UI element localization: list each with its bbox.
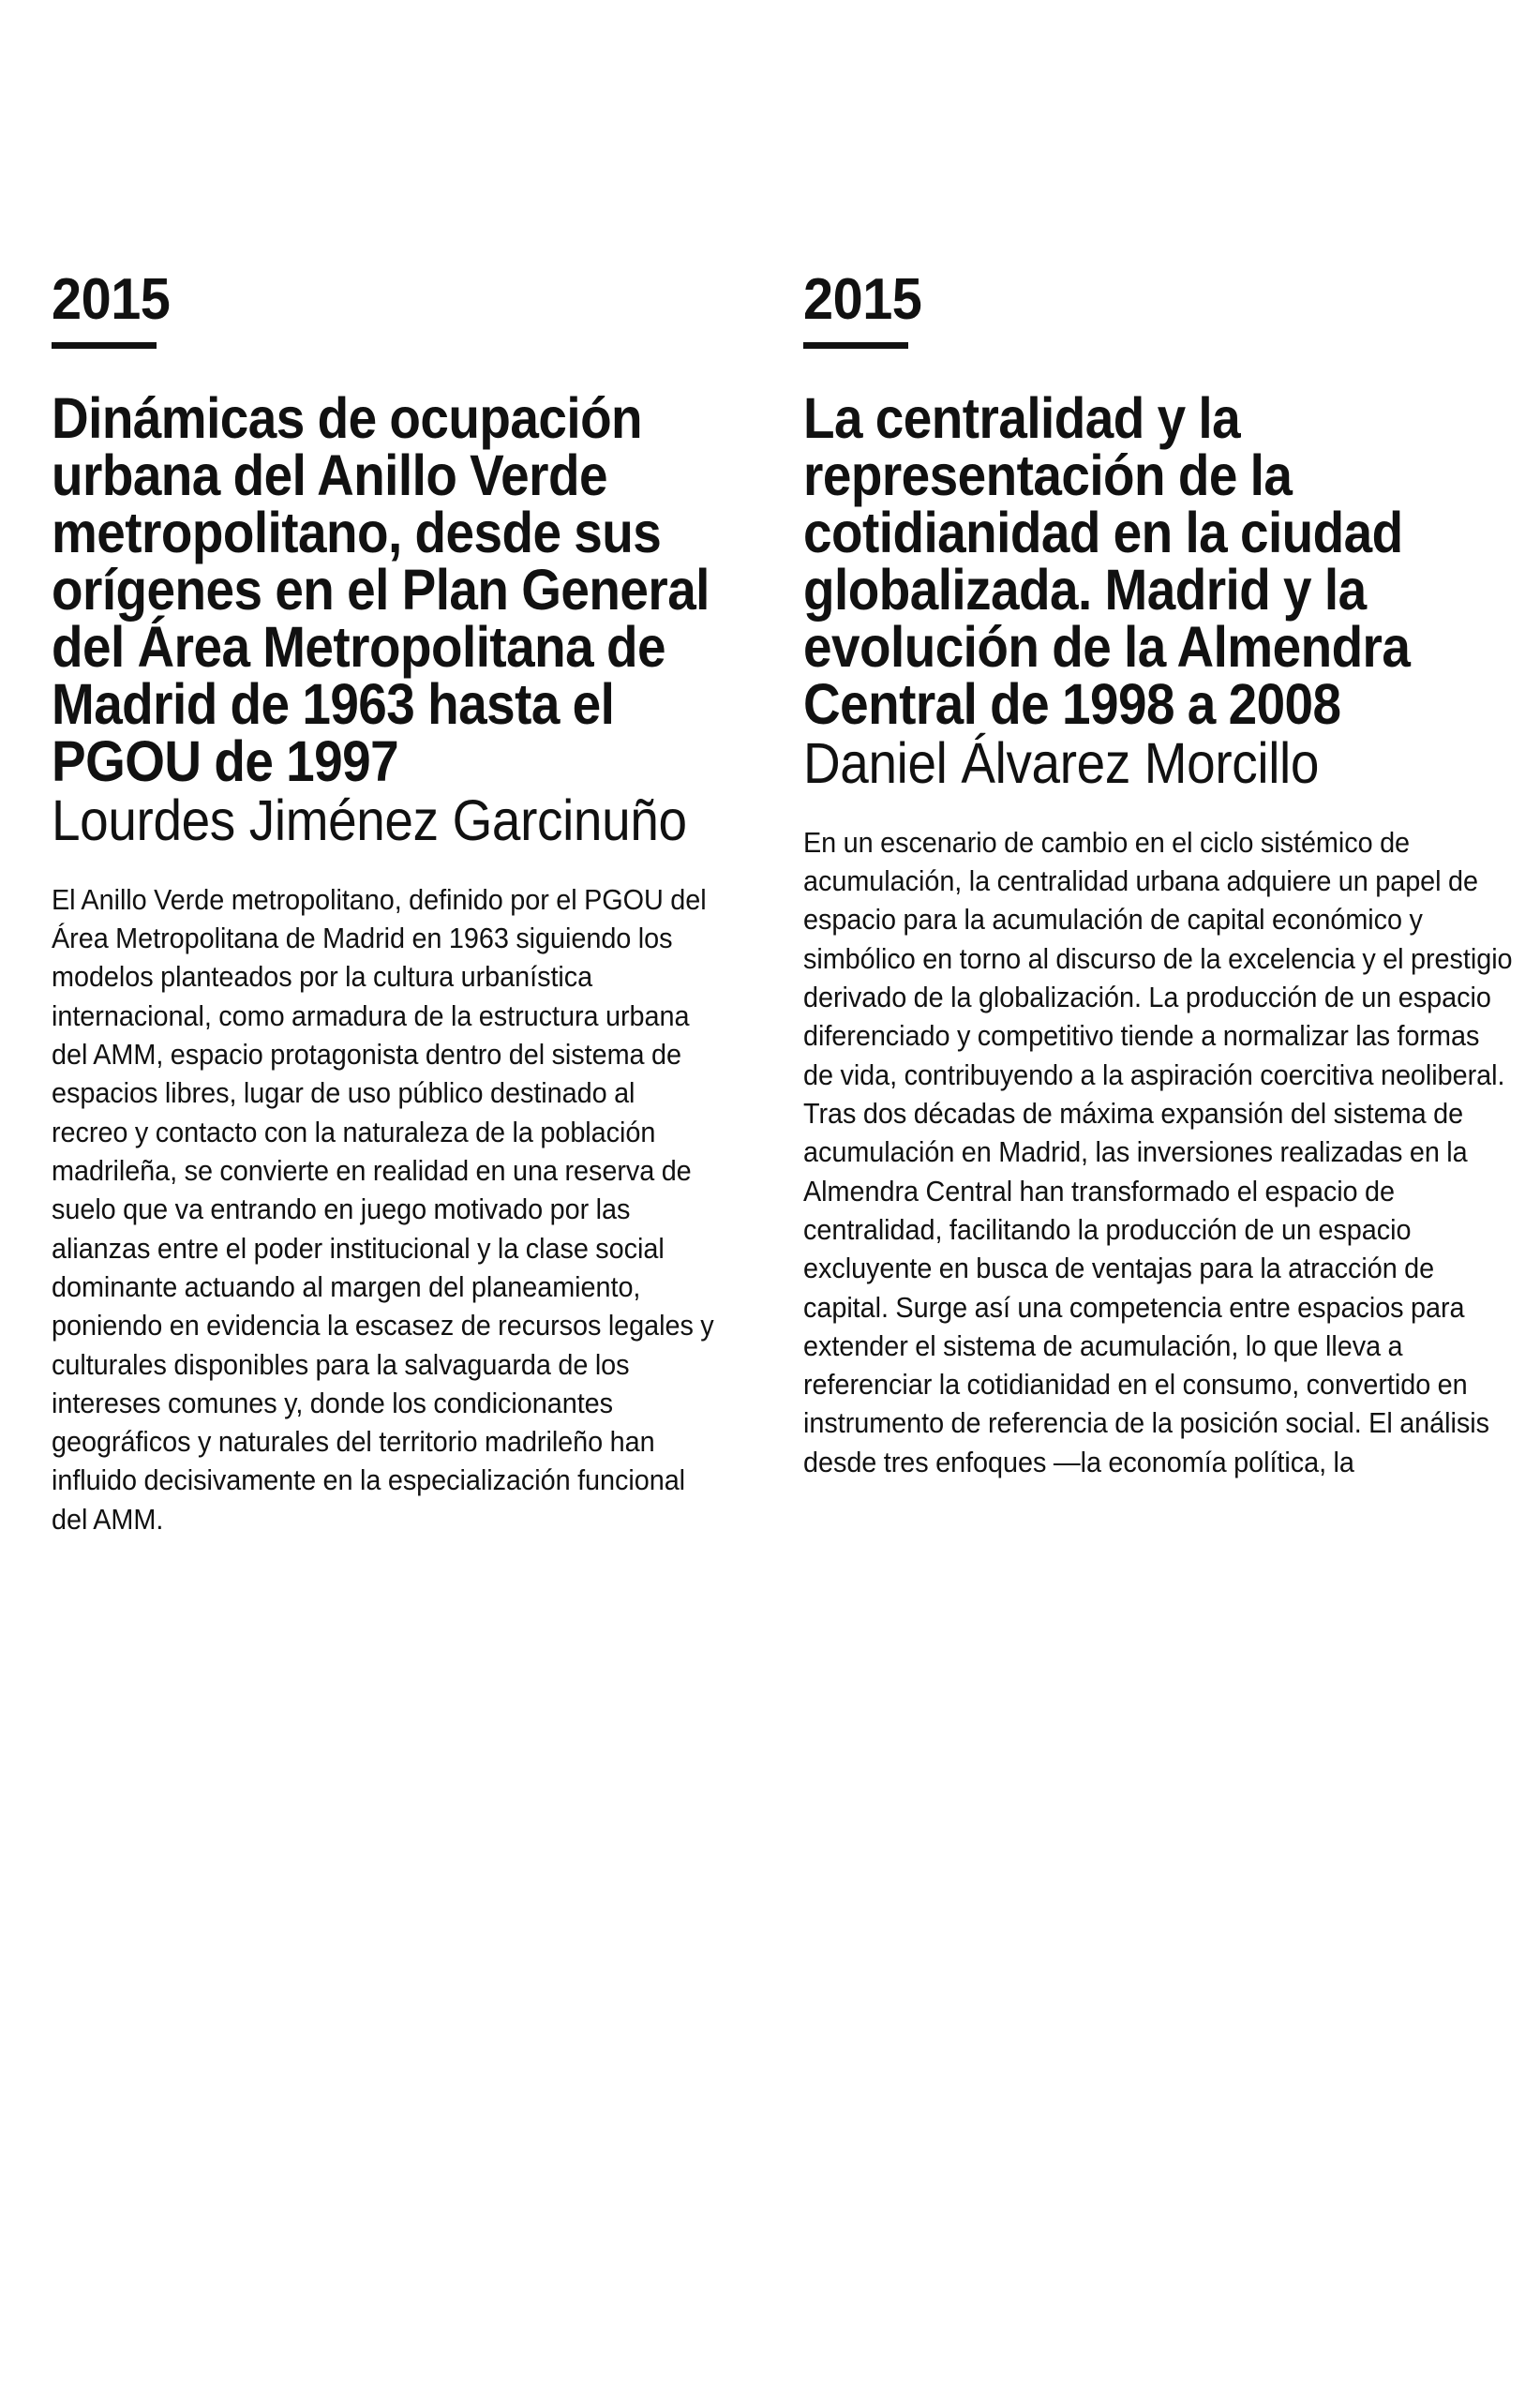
author-name: Daniel Álvarez Morcillo <box>802 730 1319 795</box>
article-title: Dinámicas de ocupación urbana del Anillo Verde metropolitano, desde sus orígenes en el Plan General del Área Metropolitana de Madrid de 1963 hasta el PGOU de 1997 <box>52 385 710 793</box>
author-name: Lourdes Jiménez Garcinuño <box>52 788 687 852</box>
abstract-text: En un escenario de cambio en el ciclo sistémico de acumulación, la centralidad urbana adquiere un papel de espacio para la acumulación de capital económico y simbólico en torno al discurso de la excelencia y el prestigio derivado de la globalización. La producción de un espacio diferenciado y competitivo tiende a normalizar las formas de vida, contribuyendo a la aspiración coercitiva neoliberal. Tras dos décadas de máxima expansión del sistema de acumulación en Madrid, las inversiones realizadas en la Almendra Central han transformado el espacio de centralidad, facilitando la producción de un espacio excluyente en busca de ventajas para la atracción de capital. Surge así una competencia entre espacios para extender el sistema de acumulación, lo que lleva a referenciar la cotidianidad en el consumo, convertido en instrumento de referencia de la posición social. El análisis desde tres enfoques —la economía política, la <box>802 826 1513 1478</box>
year-underline-rule <box>803 342 908 349</box>
year-heading: 2015 <box>802 267 921 332</box>
abstract-entry-right <box>766 267 1515 1482</box>
year-underline-rule <box>52 342 157 349</box>
abstract-text: El Anillo Verde metropolitano, definido por el PGOU del Área Metropolitana de Madrid en 1963 siguiendo los modelos planteados por la cultura urbanística internacional, como armadura de la estructura urbana del AMM, espacio protagonista dentro del sistema de espacios libres, lugar de uso público destinado al recreo y contacto con la naturaleza de la población madrileña, se convierte en realidad en una reserva de suelo que va entrando en juego motivado por las alianzas entre el poder institucional y la clase social dominante actuando al margen del planeamiento, poniendo en evidencia la escasez de recursos legales y culturales disponibles para la salvaguarda de los intereses comunes y, donde los condicionantes geográficos y naturales del territorio madrileño han influido decisivamente en la especialización funcional del AMM. <box>52 883 714 1536</box>
year-heading: 2015 <box>52 267 171 332</box>
article-title: La centralidad y la representación de la cotidianidad en la ciudad globalizada. Madrid y la evolución de la Almendra Central de 1998 a 2008 <box>802 385 1410 736</box>
abstract-entry-left <box>52 267 766 1539</box>
